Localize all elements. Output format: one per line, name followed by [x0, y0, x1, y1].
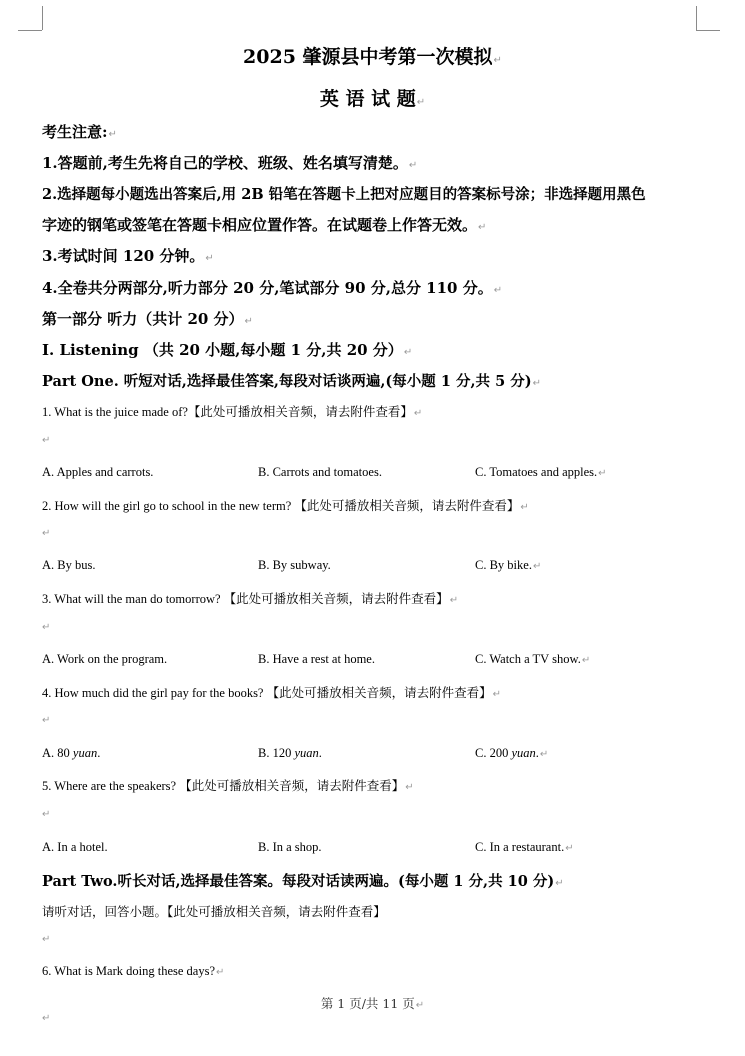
notice-heading: 考生注意:↵ [42, 123, 117, 141]
part-two-heading: Part Two.听长对话,选择最佳答案。每段对话读两遍。(每小题 1 分,共 10 分)↵ [42, 873, 564, 890]
question-3-option-b: B. Have a rest at home. [258, 652, 375, 666]
notice-item-4: 4.全卷共分两部分,听力部分 20 分,笔试部分 90 分,总分 110 分。↵ [42, 279, 503, 297]
paragraph-mark-icon: ↵ [42, 1013, 51, 1024]
question-4-option-c: C. 200 yuan.↵ [475, 746, 549, 760]
question-5-option-c: C. In a restaurant.↵ [475, 840, 574, 854]
paragraph-mark-icon: ↵ [42, 809, 51, 820]
page-footer: 第 1 页/共 11 页↵ [320, 996, 425, 1011]
paragraph-mark-icon: ↵ [42, 934, 51, 945]
notice-item-2-continued: 字迹的钢笔或签笔在答题卡相应位置作答。在试题卷上作答无效。↵ [42, 216, 487, 234]
paragraph-mark-icon: ↵ [42, 435, 51, 446]
question-2-option-c: C. By bike.↵ [475, 558, 542, 572]
paragraph-mark-icon: ↵ [581, 655, 591, 666]
question-3-option-a: A. Work on the program. [42, 652, 168, 666]
paragraph-mark-icon: ↵ [539, 749, 549, 760]
question-1-option-c: C. Tomatoes and apples.↵ [475, 465, 607, 479]
notice-item-1: 1.答题前,考生先将自己的学校、班级、姓名填写清楚。↵ [42, 154, 418, 172]
question-3-option-c: C. Watch a TV show.↵ [475, 652, 591, 666]
notice-item-3: 3.考试时间 120 分钟。↵ [42, 247, 214, 265]
paragraph-mark-icon: ↵ [449, 595, 459, 606]
paragraph-mark-icon: ↵ [42, 715, 51, 726]
crop-mark-top-left-vertical [42, 6, 43, 30]
paragraph-mark-icon: ↵ [405, 782, 414, 793]
question-6: 6. What is Mark doing these days?↵ [42, 964, 225, 978]
question-1-option-a: A. Apples and carrots. [42, 465, 154, 479]
question-3: 3. What will the man do tomorrow? 【此处可播放相关音频，请去附件查看】↵ [42, 592, 459, 606]
listening-section-heading: I. Listening （共 20 小题,每小题 1 分,共 20 分）↵ [42, 341, 413, 359]
question-4-option-a: A. 80 yuan. [42, 746, 101, 760]
crop-mark-top-right-vertical [696, 6, 697, 30]
question-4-option-b: B. 120 yuan. [258, 746, 322, 760]
question-2-option-a: A. By bus. [42, 558, 96, 572]
question-5: 5. Where are the speakers? 【此处可播放相关音频，请去附件查看】↵ [42, 779, 414, 793]
paragraph-mark-icon: ↵ [555, 878, 564, 889]
paragraph-mark-icon: ↵ [108, 129, 117, 140]
paragraph-mark-icon: ↵ [413, 408, 423, 419]
paragraph-mark-icon: ↵ [492, 689, 502, 700]
question-1: 1. What is the juice made of?【此处可播放相关音频，请去附件查看】↵ [42, 405, 423, 419]
document-title: 2025 肇源县中考第一次模拟↵ [243, 46, 502, 68]
question-5-option-b: B. In a shop. [258, 840, 322, 854]
paragraph-mark-icon: ↵ [408, 160, 418, 171]
paragraph-mark-icon: ↵ [565, 843, 574, 854]
question-4: 4. How much did the girl pay for the books? 【此处可播放相关音频，请去附件查看】↵ [42, 686, 502, 700]
paragraph-mark-icon: ↵ [598, 468, 607, 479]
paragraph-mark-icon: ↵ [216, 967, 225, 978]
paragraph-mark-icon: ↵ [532, 378, 541, 389]
part1-heading: 第一部分 听力（共计 20 分）↵ [42, 310, 253, 328]
paragraph-mark-icon: ↵ [416, 97, 426, 108]
crop-mark-top-right-horizontal [696, 30, 720, 31]
paragraph-mark-icon: ↵ [244, 316, 253, 327]
paragraph-mark-icon: ↵ [493, 55, 502, 66]
part-one-heading: Part One. 听短对话,选择最佳答案,每段对话谈两遍,(每小题 1 分,共 5 分)↵ [42, 373, 541, 390]
paragraph-mark-icon: ↵ [205, 253, 214, 264]
paragraph-mark-icon: ↵ [493, 285, 503, 296]
paragraph-mark-icon: ↵ [532, 561, 542, 572]
document-subtitle: 英 语 试 题↵ [319, 88, 426, 110]
question-1-option-b: B. Carrots and tomatoes. [258, 465, 382, 479]
paragraph-mark-icon: ↵ [42, 622, 51, 633]
part-two-instruction: 请听对话，回答小题。【此处可播放相关音频，请去附件查看】 [42, 904, 386, 919]
question-5-option-a: A. In a hotel. [42, 840, 108, 854]
notice-item-2: 2.选择题每小题选出答案后,用 2B 铅笔在答题卡上把对应题目的答案标号涂；非选择题用黑色 [42, 186, 646, 203]
paragraph-mark-icon: ↵ [478, 222, 487, 233]
paragraph-mark-icon: ↵ [415, 1000, 425, 1011]
question-2: 2. How will the girl go to school in the new term? 【此处可播放相关音频，请去附件查看】↵ [42, 499, 529, 513]
paragraph-mark-icon: ↵ [520, 502, 529, 513]
question-2-option-b: B. By subway. [258, 558, 331, 572]
paragraph-mark-icon: ↵ [42, 528, 51, 539]
paragraph-mark-icon: ↵ [403, 347, 413, 358]
crop-mark-top-left-horizontal [18, 30, 42, 31]
